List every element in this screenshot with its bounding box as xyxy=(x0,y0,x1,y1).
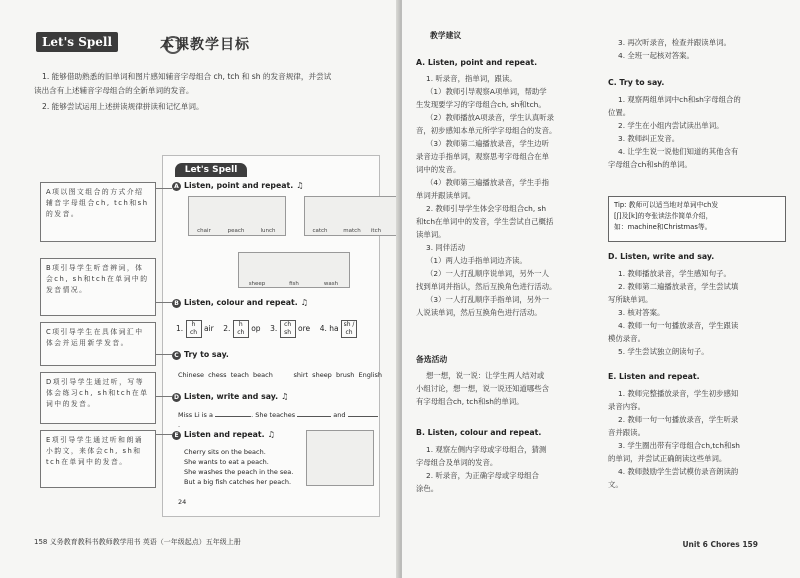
section-a-heading xyxy=(172,181,303,191)
word-peach: peach xyxy=(227,228,245,234)
connector-line xyxy=(156,302,172,303)
inner-page-number: 24 xyxy=(178,498,187,506)
connector-line xyxy=(156,396,172,397)
word-chair: chair xyxy=(197,228,211,234)
word-wash: wash xyxy=(323,281,339,287)
word-fish: fish xyxy=(289,281,299,287)
d-title: D. Listen, write and say. xyxy=(608,252,715,261)
inner-lets-spell-tab: Let's Spell xyxy=(175,163,247,177)
phonics-box[interactable]: h ch xyxy=(233,320,249,338)
right-footer: Unit 6 Chores 159 xyxy=(682,540,758,549)
blank-field[interactable] xyxy=(348,407,378,417)
b-title: B. Listen, colour and repeat. xyxy=(416,428,542,437)
tip-box: Tip: 教师可以适当地对单词中ch发 [ʃ]及[k]的夸张读法作简单介绍， 如：machine和Christmas等。 xyxy=(608,196,786,242)
b-continued: 3. 再次听录音，检查并跟读单词。 4. 全班一起核对答案。 xyxy=(618,38,731,60)
note-c: C项引导学生在具体词汇中体会并运用新学发音。 xyxy=(40,322,156,366)
e-instructions: 1. 教师完整播放录音，学生初步感知 录音内容。 2. 教师一句一句播放录音，学生听录 音并跟读。 3. 学生圈出带有字母组合ch,tch和sh 的单词，并尝试正确朗读这些单词。 4. 教师鼓励学生尝试模仿录音朗读韵 文。 xyxy=(608,389,740,489)
goal-title: 本课教学目标 xyxy=(160,37,250,53)
a-title: A. Listen, point and repeat. xyxy=(416,58,538,67)
section-e-poem: Cherry sits on the beach. She wants to eat a peach. She washes the peach in the sea. But a big fish catches her peach. xyxy=(184,448,294,486)
connector-line xyxy=(156,188,172,189)
headphones-icon: ♫ xyxy=(281,392,289,401)
section-c-title: Try to say. xyxy=(184,350,229,359)
connector-line xyxy=(156,354,172,355)
picture-beach-scene xyxy=(306,430,374,486)
goal-line: 1. 能够借助熟悉的旧单词和图片感知辅音字母组合 ch, tch 和 sh 的发音规律，并尝试 xyxy=(42,72,332,81)
section-e-title: Listen and repeat. xyxy=(184,430,265,439)
section-c-words: Chinese chess teach beach shirt sheep brush English xyxy=(178,371,382,379)
phonics-box[interactable]: sh / ch xyxy=(341,320,357,338)
section-a-title: Listen, point and repeat. xyxy=(184,181,294,190)
blank-field[interactable] xyxy=(215,407,251,417)
section-d-title: Listen, write and say. xyxy=(184,392,279,401)
section-d-heading xyxy=(172,392,288,402)
section-b-heading xyxy=(172,298,308,308)
goal-line: 2. 能够尝试运用上述拼读规律拼读和记忆单词。 xyxy=(42,102,204,111)
connector-line xyxy=(156,434,172,435)
section-c-heading xyxy=(172,350,229,360)
word-catch: catch xyxy=(312,228,328,234)
d-instructions: 1. 教师播放录音，学生感知句子。 2. 教师第二遍播放录音，学生尝试填 写所缺单词。 3. 核对答案。 4. 教师一句一句播放录音，学生跟读 模仿录音。 5. 学生尝试独立朗读句子。 xyxy=(608,269,739,356)
c-title: C. Try to say. xyxy=(608,78,665,87)
section-b-title: Listen, colour and repeat. xyxy=(184,298,298,307)
headphones-icon: ♫ xyxy=(296,181,304,190)
word-lunch: lunch xyxy=(260,228,276,234)
headphones-icon: ♫ xyxy=(267,430,275,439)
left-footer: 158 义务教育教科书教师教学用书 英语（一年级起点）五年级上册 xyxy=(34,538,241,546)
word-sheep: sheep xyxy=(248,281,266,287)
section-e-badge: E xyxy=(172,431,181,440)
section-e-heading xyxy=(172,430,275,440)
section-d-sentence: Miss Li is a . She teaches and . xyxy=(178,407,378,430)
section-b-items: 1. h ch air 2. h ch op 3. ch sh ore 4. ha sh / ch xyxy=(176,320,376,338)
alt-activity-text: 想一想，说一说：让学生两人结对或 小组讨论，想一想，说一说还知道哪些含 有字母组合ch, tch和sh的单词。 xyxy=(416,371,550,406)
right-page xyxy=(402,0,800,578)
note-b: B项引导学生听音辨词，体会ch, sh和tch在单词中的发音情况。 xyxy=(40,258,156,316)
teaching-suggestion-heading: 教学建议 xyxy=(430,31,462,40)
a-instructions: 1. 听录音，指单词，跟读。 （1）教师引导观察A项单词，帮助学 生发现要学习的字母组合ch, sh和tch。 （2）教师播放A项录音，学生认真听录 音，初步感知本单元所学字母组合的发音。 （3）教师第二遍播放录音，学生边听 录音边手指单词，观察思考字母组合在单 词中的发音。 （4）教师第三遍播放录音，学生手指 单词并跟读单词。 2. 教师引导学生体会字母组合ch, sh 和tch在单词中的发音，学生尝试自己概括 读单词。 3. 同伴活动 （1）两人边手指单词边齐读。 （2）一人打乱顺序说单词，另外一人 找到单词并指认，然后互换角色进行活动。 （3）一人打乱顺序手指单词，另外一 人说读单词，然后互换角色进行活动。 xyxy=(416,74,557,317)
section-a-badge: A xyxy=(172,182,181,191)
lets-spell-tab: Let's Spell xyxy=(36,32,118,52)
section-c-badge: C xyxy=(172,351,181,360)
alt-activity-heading: 备选活动 xyxy=(416,355,448,364)
e-title: E. Listen and repeat. xyxy=(608,372,700,381)
note-e: E项引导学生通过听和朗诵小韵文，来体会ch, sh和tch在单词中的发音。 xyxy=(40,430,156,488)
phonics-box[interactable]: ch sh xyxy=(280,320,296,338)
section-b-badge: B xyxy=(172,299,181,308)
section-d-badge: D xyxy=(172,393,181,402)
headphones-icon: ♫ xyxy=(300,298,308,307)
phonics-box[interactable]: h ch xyxy=(186,320,202,338)
word-match: match xyxy=(343,228,361,234)
blank-field[interactable] xyxy=(297,407,331,417)
b-instructions: 1. 观察左侧内字母或字母组合，猜测 字母组合及单词的发音。 2. 听录音，为正确字母或字母组合 涂色。 xyxy=(416,445,547,493)
c-instructions: 1. 观察两组单词中ch和sh字母组合的 位置。 2. 学生在小组内尝试读出单词。 3. 教师纠正发音。 4. 让学生说一说他们知道的其他含有 字母组合ch和sh的单词。 xyxy=(608,95,741,169)
word-itch: itch xyxy=(370,228,382,234)
note-a: A项以图文组合的方式介绍辅音字母组合ch, tch和sh的发音。 xyxy=(40,182,156,242)
note-d: D项引导学生通过听，写等体会练习ch, sh和tch在单词中的发音。 xyxy=(40,372,156,424)
goal-line: 读出含有上述辅音字母组合的全新单词的发音。 xyxy=(34,86,194,95)
